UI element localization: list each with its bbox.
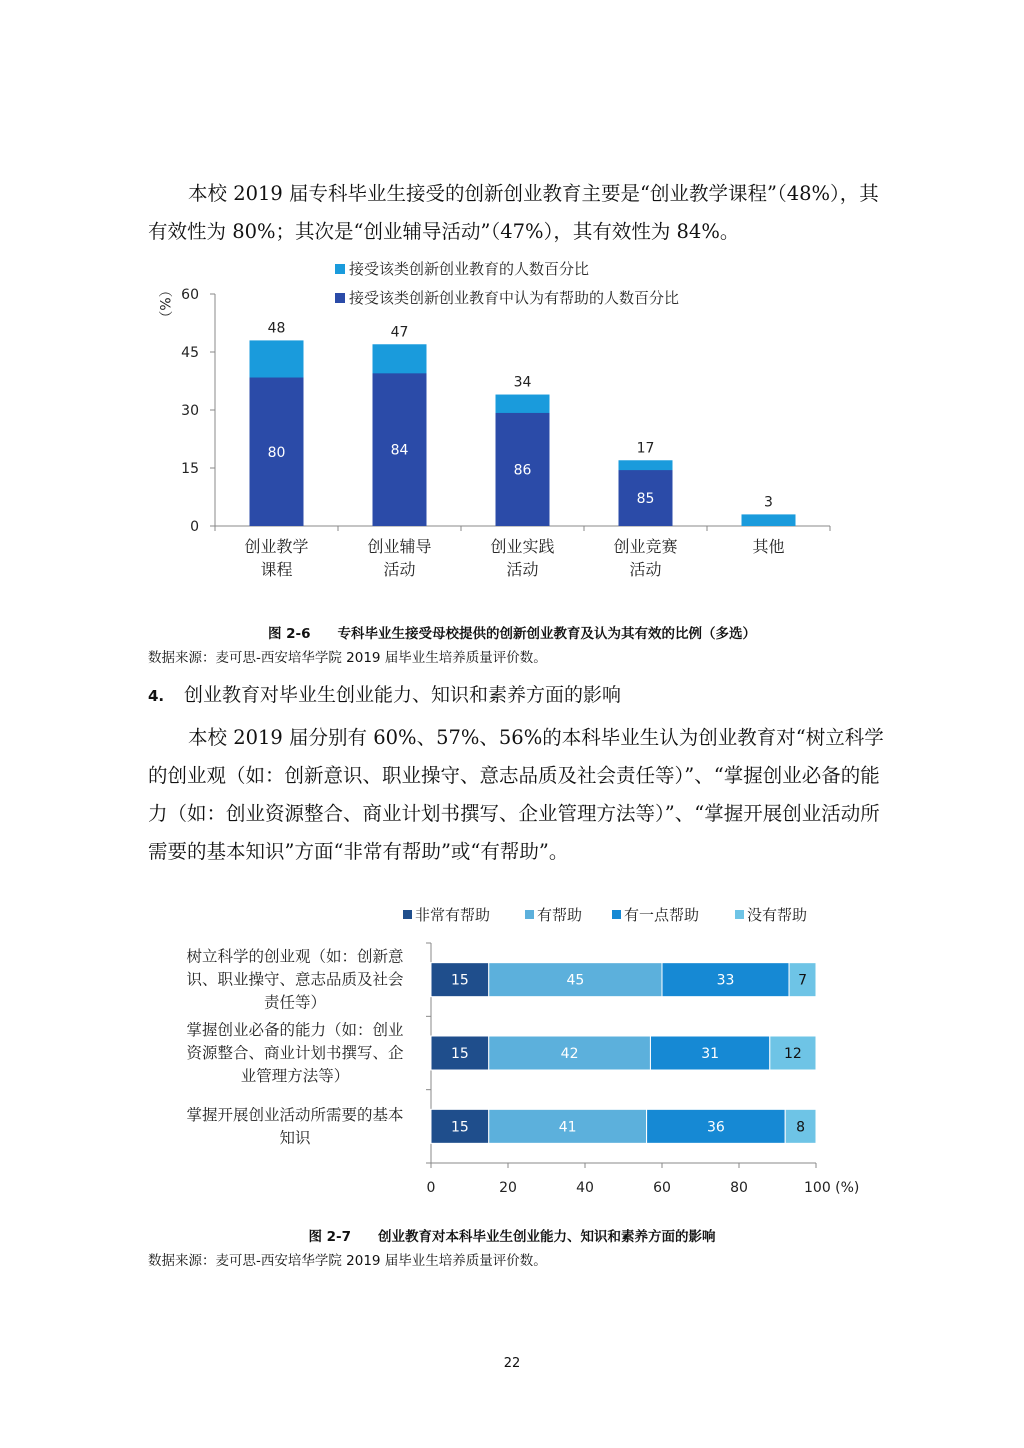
figure-2-6-source: 数据来源：麦可思-西安培华学院 2019 届毕业生培养质量评价数。 bbox=[148, 650, 547, 666]
category-label: 识、职业操守、意志品质及社会 bbox=[186, 970, 404, 989]
y-tick-label: 30 bbox=[181, 403, 199, 419]
bar-helpful-label: 86 bbox=[513, 462, 532, 479]
chart-2-6 bbox=[140, 256, 860, 596]
x-tick-label: 100 (%) bbox=[804, 1180, 860, 1196]
category-label: 业管理方法等） bbox=[240, 1067, 350, 1085]
y-tick-label: 15 bbox=[181, 461, 199, 477]
legend-swatch-1 bbox=[335, 264, 345, 274]
page-number: 22 bbox=[503, 1356, 521, 1371]
category-label: 知识 bbox=[279, 1128, 311, 1147]
bar-total-label: 34 bbox=[513, 374, 532, 391]
y-tick-label: 45 bbox=[181, 345, 199, 361]
segment-label: 36 bbox=[706, 1119, 725, 1136]
x-tick-label: 创业实践 bbox=[490, 537, 555, 556]
segment-label: 15 bbox=[450, 1119, 469, 1136]
segment-label: 7 bbox=[798, 972, 807, 989]
segment-label: 45 bbox=[566, 972, 585, 989]
legend-swatch-2 bbox=[335, 293, 345, 303]
category-label: 资源整合、商业计划书撰写、企 bbox=[186, 1044, 404, 1062]
bar-total-label: 3 bbox=[764, 494, 773, 511]
x-tick-label: 60 bbox=[653, 1180, 671, 1196]
x-tick-label: 0 bbox=[426, 1180, 436, 1196]
x-tick-label: 课程 bbox=[260, 560, 293, 579]
x-tick-label: 创业辅导 bbox=[367, 537, 432, 556]
segment-label: 15 bbox=[450, 1046, 469, 1062]
legend-swatch-3 bbox=[612, 910, 621, 919]
x-tick-label: 创业教学 bbox=[244, 537, 309, 556]
y-axis-label: （%） bbox=[156, 283, 172, 325]
bar-helpful-label: 85 bbox=[636, 491, 655, 508]
figure-2-6-caption: 图 2-6 专科毕业生接受母校提供的创新创业教育及认为其有效的比例（多选） bbox=[267, 626, 757, 642]
paragraph-1: 本校 2019 届专科毕业生接受的创新创业教育主要是“创业教学课程”（48%），其有效性为 80%；其次是“创业辅导活动”（47%），其有效性为 84%。 bbox=[148, 182, 879, 243]
category-label: 树立科学的创业观（如：创新意 bbox=[186, 947, 404, 966]
bar-helpful-label: 80 bbox=[267, 444, 286, 461]
x-tick-label: 20 bbox=[499, 1180, 517, 1196]
legend-label-4: 没有帮助 bbox=[747, 906, 808, 924]
legend-label-2: 有帮助 bbox=[537, 906, 583, 924]
segment-label: 15 bbox=[450, 972, 469, 989]
legend-swatch-4 bbox=[735, 910, 744, 919]
legend-label-3: 有一点帮助 bbox=[624, 906, 700, 924]
bar-total-label: 47 bbox=[390, 324, 409, 341]
x-tick-label: 创业竞赛 bbox=[613, 537, 678, 556]
segment-label: 41 bbox=[558, 1119, 577, 1136]
figure-2-7-source: 数据来源：麦可思-西安培华学院 2019 届毕业生培养质量评价数。 bbox=[148, 1253, 547, 1269]
x-tick-label: 80 bbox=[730, 1180, 748, 1196]
segment-label: 8 bbox=[796, 1119, 806, 1136]
legend-label-1: 接受该类创新创业教育的人数百分比 bbox=[349, 260, 590, 278]
legend-swatch-1 bbox=[403, 910, 412, 919]
x-tick-label: 活动 bbox=[629, 560, 662, 579]
segment-label: 33 bbox=[716, 972, 735, 989]
y-tick-label: 0 bbox=[190, 519, 199, 535]
chart-2-7 bbox=[160, 895, 880, 1210]
y-tick-label: 60 bbox=[181, 287, 199, 303]
bar-total bbox=[742, 514, 796, 526]
section-title: 创业教育对毕业生创业能力、知识和素养方面的影响 bbox=[184, 684, 622, 706]
section-heading bbox=[148, 680, 621, 707]
legend-swatch-2 bbox=[525, 910, 534, 919]
bar-total-label: 17 bbox=[636, 440, 655, 457]
bar-helpful-label: 84 bbox=[390, 442, 409, 459]
x-tick-label: 活动 bbox=[383, 560, 416, 579]
figure-2-7-caption: 图 2-7 创业教育对本科毕业生创业能力、知识和素养方面的影响 bbox=[308, 1229, 716, 1245]
paragraph-2: 本校 2019 届分别有 60%、57%、56%的本科毕业生认为创业教育对“树立科学的创业观（如：创新意识、职业操守、意志品质及社会责任等）”、“掌握创业必备的能力（如：创业资源整合、商业计划书撰写、企业管理方法等）”、“掌握开展创业活动所需要的基本知识”方面“非常有帮助”或“有帮助”。 bbox=[148, 726, 884, 863]
segment-label: 31 bbox=[701, 1046, 720, 1062]
category-label: 掌握创业必备的能力（如：创业 bbox=[186, 1021, 404, 1039]
segment-label: 12 bbox=[783, 1046, 802, 1062]
category-label: 责任等） bbox=[263, 993, 327, 1012]
section-number: 4. bbox=[148, 687, 165, 705]
legend-label-1: 非常有帮助 bbox=[415, 906, 491, 924]
legend-label-2: 接受该类创新创业教育中认为有帮助的人数百分比 bbox=[349, 289, 680, 307]
category-label: 掌握开展创业活动所需要的基本 bbox=[186, 1105, 404, 1124]
x-tick-label: 40 bbox=[576, 1180, 594, 1196]
x-tick-label: 其他 bbox=[752, 537, 785, 556]
segment-label: 42 bbox=[560, 1046, 579, 1062]
x-tick-label: 活动 bbox=[506, 560, 539, 579]
bar-total-label: 48 bbox=[267, 320, 286, 337]
